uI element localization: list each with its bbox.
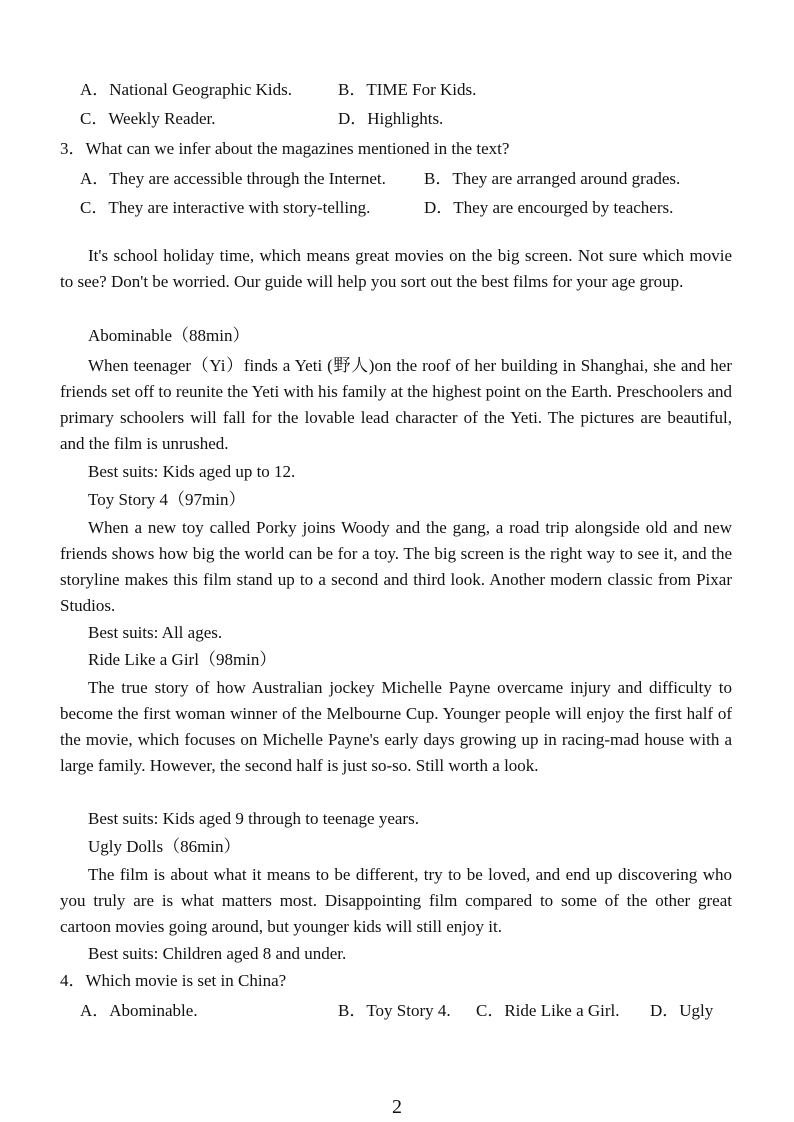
q2-option-a: A．National Geographic Kids.	[80, 80, 292, 99]
movie-best-suits: Best suits: All ages.	[88, 623, 223, 642]
q3-option-a: A．They are accessible through the Internet.	[80, 169, 386, 188]
q2-option-b: B．TIME For Kids.	[338, 80, 477, 99]
page-number: 2	[392, 1096, 402, 1118]
passage-intro: It's school holiday time, which means great movies on the big screen. Not sure which movie to see? Don't be worried. Our guide will help you sort out the best films for your age group.	[60, 246, 732, 291]
movie-description: When teenager（Yi）finds a Yeti (野人)on the roof of her building in Shanghai, she and her friends set off to reunite the Yeti with his family at the highest point on the Earth. Preschoolers and primary schoolers will fall for the lovable lead character of the Yeti. The pictures are beautiful, and the film is unrushed.	[60, 356, 733, 453]
q3-option-c: C．They are interactive with story-telling.	[80, 198, 371, 217]
movie-title: Abominable（88min）	[88, 326, 250, 345]
q4-option-a: A．Abominable.	[80, 1001, 198, 1020]
q2-option-c: C．Weekly Reader.	[80, 109, 216, 128]
q3-stem: 3．What can we infer about the magazines mentioned in the text?	[60, 139, 510, 158]
q4-option-c: C．Ride Like a Girl.	[476, 1001, 620, 1020]
movie-description: When a new toy called Porky joins Woody and the gang, a road trip alongside old and new friends shows how big the world can be for a toy. The big screen is the right way to see it, and the storyline makes this film stand up to a second and third look. Another modern classic from Pixar Studios.	[60, 518, 732, 615]
q4-stem: 4．Which movie is set in China?	[60, 971, 287, 990]
movie-title: Ugly Dolls（86min）	[88, 837, 241, 856]
movie-title: Toy Story 4（97min）	[88, 490, 246, 509]
q3-option-b: B．They are arranged around grades.	[424, 169, 681, 188]
movie-description: The true story of how Australian jockey Michelle Payne overcame injury and difficulty to become the first woman winner of the Melbourne Cup. Younger people will enjoy the first half of the movie, which focuses on Michelle Payne's early days growing up in racing-mad house with a large family. However, the second half is just so-so. Still worth a look.	[60, 678, 732, 775]
movie-best-suits: Best suits: Kids aged up to 12.	[88, 462, 296, 481]
q3-option-d: D．They are encourged by teachers.	[424, 198, 674, 217]
movie-description: The film is about what it means to be different, try to be loved, and end up discovering who you truly are is what matters most. Disappointing film compared to some of the other great cartoon movies going around, but younger kids will still enjoy it.	[60, 865, 732, 936]
q4-option-d: D．Ugly	[650, 1001, 714, 1020]
movie-best-suits: Best suits: Kids aged 9 through to teenage years.	[88, 809, 419, 828]
movie-best-suits: Best suits: Children aged 8 and under.	[88, 944, 347, 963]
q4-option-b: B．Toy Story 4.	[338, 1001, 451, 1020]
movie-title: Ride Like a Girl（98min）	[88, 650, 277, 669]
q2-option-d: D．Highlights.	[338, 109, 444, 128]
